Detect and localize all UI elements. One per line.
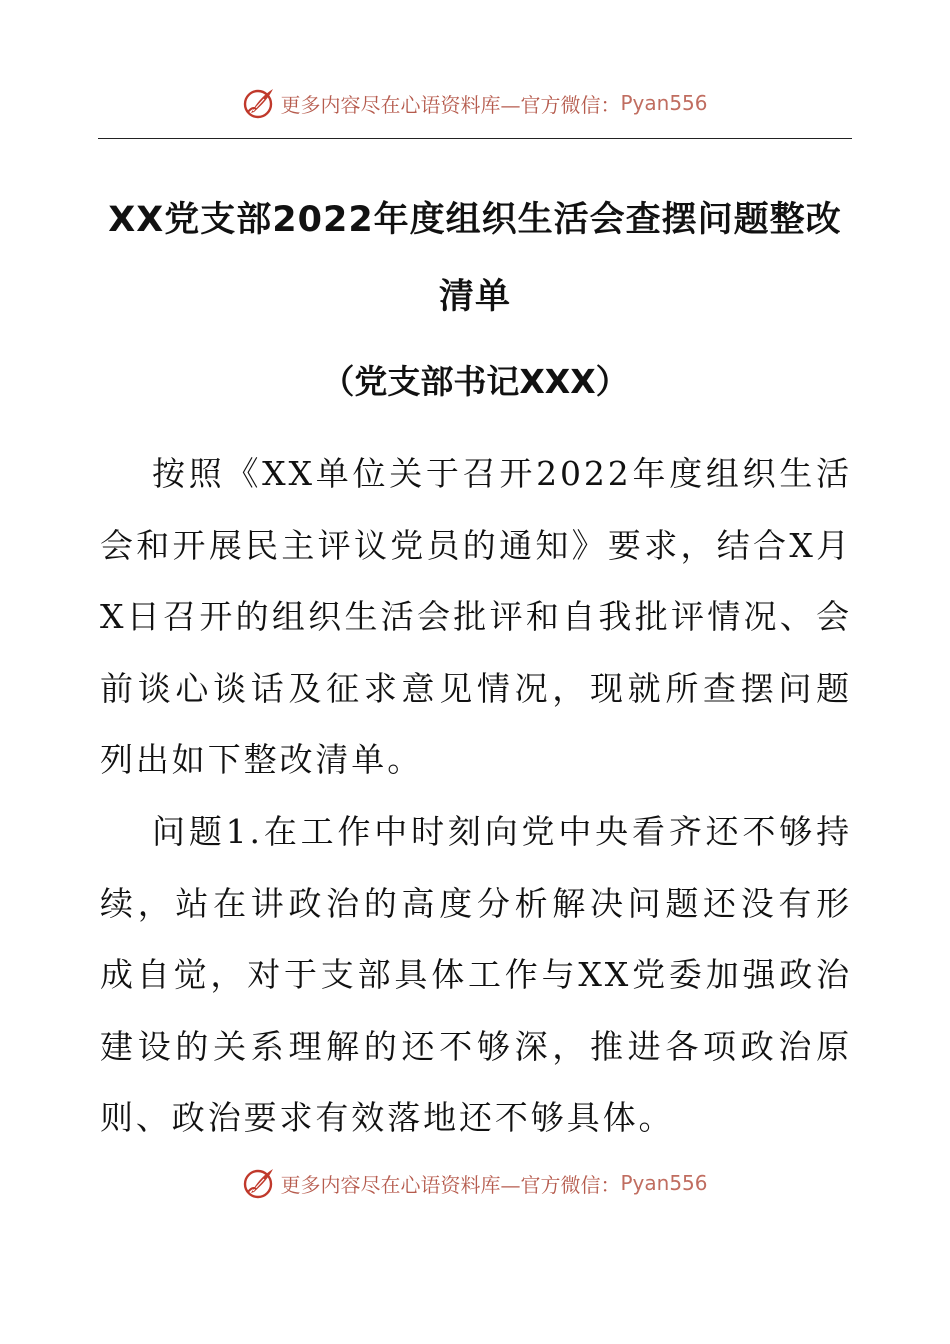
document-title: XX党支部2022年度组织生活会查摆问题整改清单 bbox=[108, 200, 842, 317]
quill-pen-logo-icon bbox=[242, 86, 276, 120]
header-banner-text: 更多内容尽在心语资料库—官方微信： bbox=[280, 92, 621, 117]
header-banner-handle: Pyan556 bbox=[620, 91, 708, 115]
header-divider bbox=[98, 138, 852, 139]
footer-banner-text: 更多内容尽在心语资料库—官方微信： bbox=[280, 1172, 621, 1197]
quill-pen-logo-icon bbox=[242, 1166, 276, 1200]
header-banner bbox=[0, 83, 950, 123]
footer-banner bbox=[0, 1163, 950, 1203]
footer-banner-handle: Pyan556 bbox=[620, 1171, 708, 1195]
body-paragraph-issue-1: 问题1.在工作中时刻向党中央看齐还不够持续，站在讲政治的高度分析解决问题还没有形成自觉，对于支部具体工作与XX党委加强政治建设的关系理解的还不够深，推进各项政治原则、政治要求有效落地还不够具体。 bbox=[100, 812, 852, 1137]
document-subtitle: （党支部书记XXX） bbox=[321, 362, 629, 401]
body-paragraph-intro: 按照《XX单位关于召开2022年度组织生活会和开展民主评议党员的通知》要求，结合X月X日召开的组织生活会批评和自我批评情况、会前谈心谈话及征求意见情况，现就所查摆问题列出如下整改清单。 bbox=[100, 454, 852, 779]
